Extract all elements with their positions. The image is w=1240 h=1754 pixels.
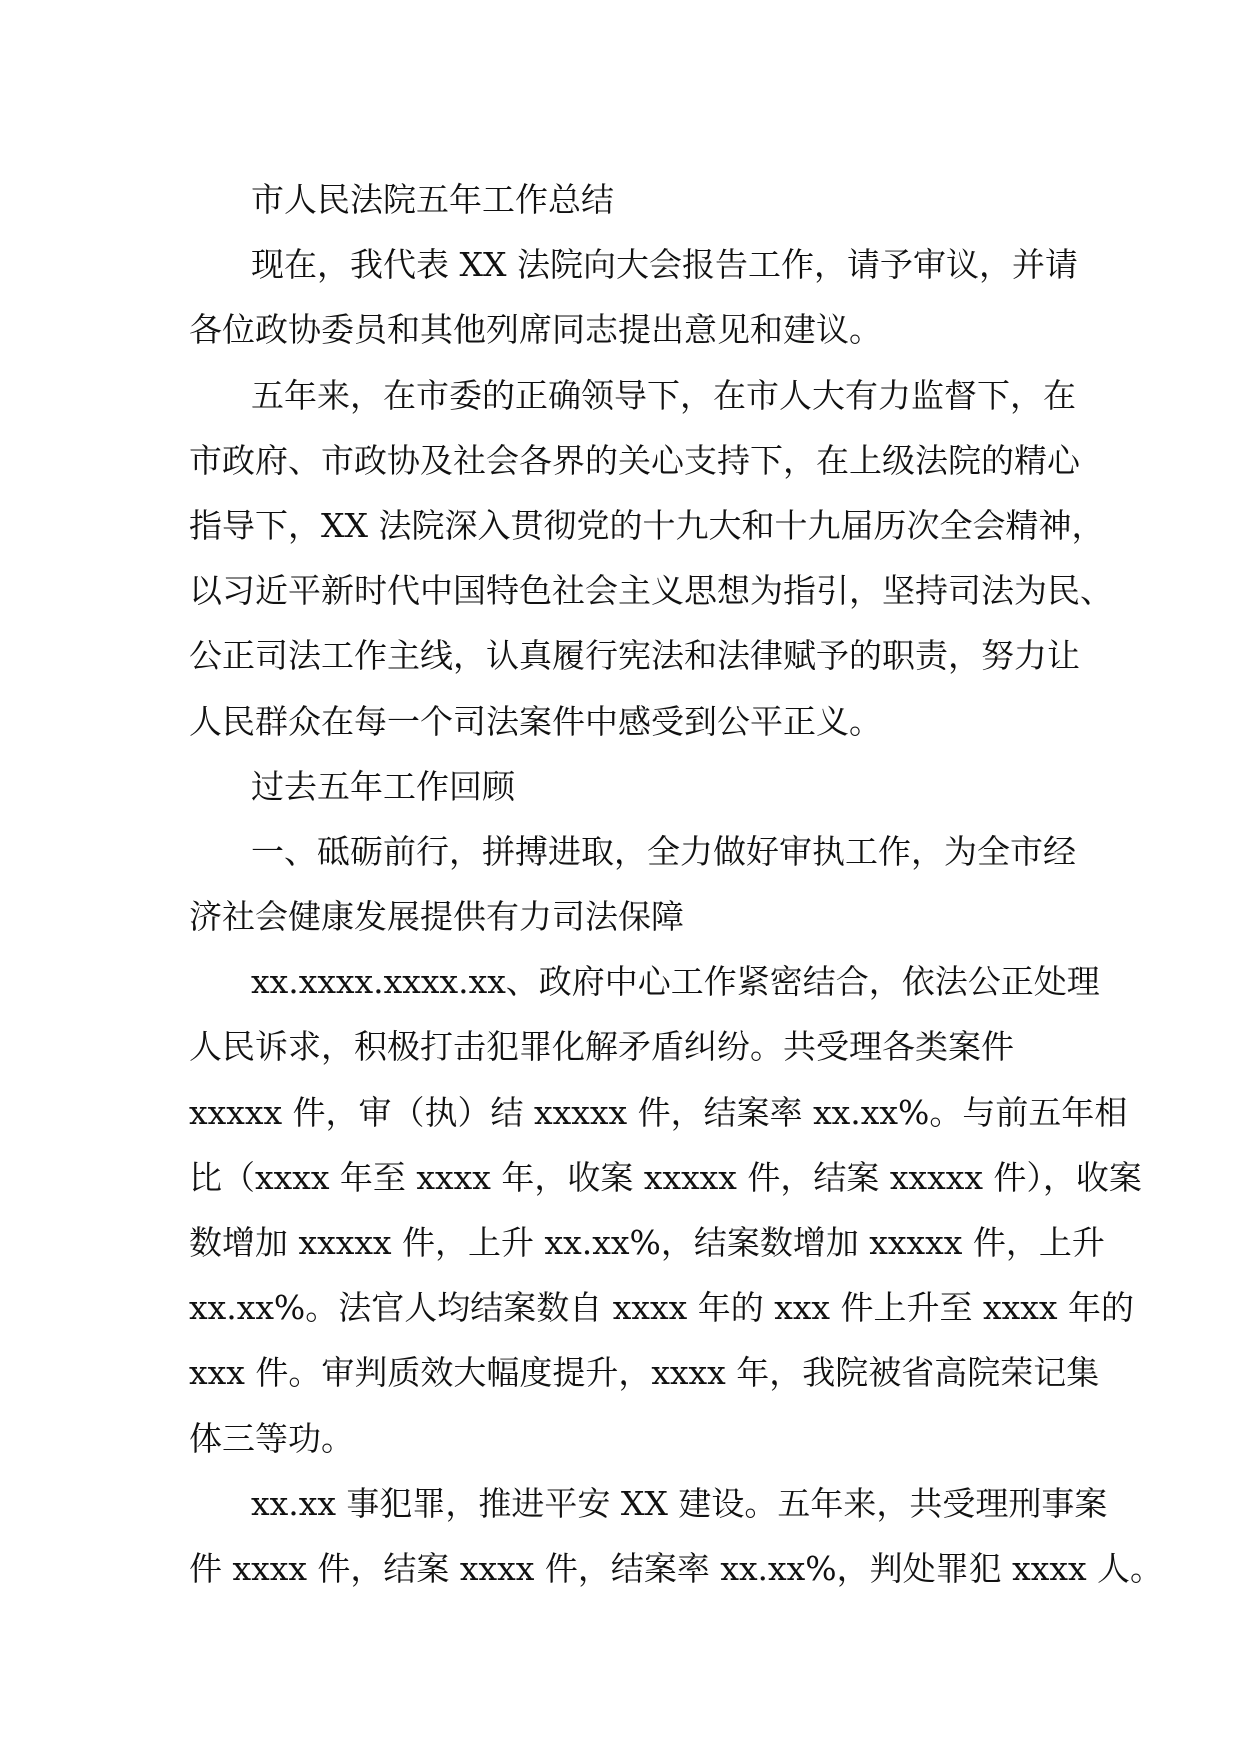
subsection-heading-1 [189, 819, 1076, 949]
text-line: xxx 件。审判质效大幅度提升，xxxx 年，我院被省高院荣记集 [189, 1353, 1100, 1393]
text-line: 数增加 xxxxx 件，上升 xx.xx%，结案数增加 xxxxx 件，上升 [189, 1223, 1105, 1262]
text-line: 一、砥砺前行，拼搏进取，全力做好审执工作，为全市经 [251, 831, 1076, 871]
text-line: 人民诉求，积极打击犯罪化解矛盾纠纷。共受理各类案件 [189, 1027, 1014, 1067]
text-line: 过去五年工作回顾 [251, 766, 515, 806]
text-line: 人民群众在每一个司法案件中感受到公平正义。 [189, 701, 882, 741]
text-line: 市政府、市政协及社会各界的关心支持下，在上级法院的精心 [189, 440, 1080, 480]
text-line: xx.xx 事犯罪，推进平安 XX 建设。五年来，共受理刑事案 [251, 1483, 1108, 1523]
section-heading-review [189, 754, 1069, 819]
text-line: 件 xxxx 件，结案 xxxx 件，结案率 xx.xx%，判处罪犯 xxxx 人。 [189, 1548, 1164, 1588]
text-line: xx.xxxx.xxxx.xx、政府中心工作紧密结合，依法公正处理 [251, 962, 1100, 1002]
paragraph-case-statistics [189, 949, 1142, 1471]
paragraph-five-years-overview [189, 363, 1113, 754]
text-line: 指导下，XX 法院深入贯彻党的十九大和十九届历次全会精神， [189, 505, 1105, 545]
text-line: xxxxx 件，审（执）结 xxxxx 件，结案率 xx.xx%。与前五年相 [189, 1092, 1128, 1132]
document-title: 市人民法院五年工作总结 [251, 180, 614, 219]
text-line: 济社会健康发展提供有力司法保障 [189, 897, 684, 937]
text-line: xx.xx%。法官人均结案数自 xxxx 年的 xxx 件上升至 xxxx 年的 [189, 1288, 1134, 1328]
text-line: 五年来，在市委的正确领导下，在市人大有力监督下，在 [251, 375, 1076, 415]
paragraph-report-intro [189, 232, 1078, 362]
text-line: 以习近平新时代中国特色社会主义思想为指引，坚持司法为民、 [189, 571, 1113, 611]
document-body [189, 167, 1164, 1601]
paragraph-criminal-cases [189, 1471, 1164, 1601]
text-line: 体三等功。 [189, 1418, 354, 1458]
text-line: 比（xxxx 年至 xxxx 年，收案 xxxxx 件，结案 xxxxx 件），收案 [189, 1157, 1142, 1197]
text-line: 现在，我代表 XX 法院向大会报告工作，请予审议，并请 [251, 245, 1078, 285]
text-line: 公正司法工作主线，认真履行宪法和法律赋予的职责，努力让 [189, 636, 1080, 676]
text-line: 各位政协委员和其他列席同志提出意见和建议。 [189, 310, 882, 350]
